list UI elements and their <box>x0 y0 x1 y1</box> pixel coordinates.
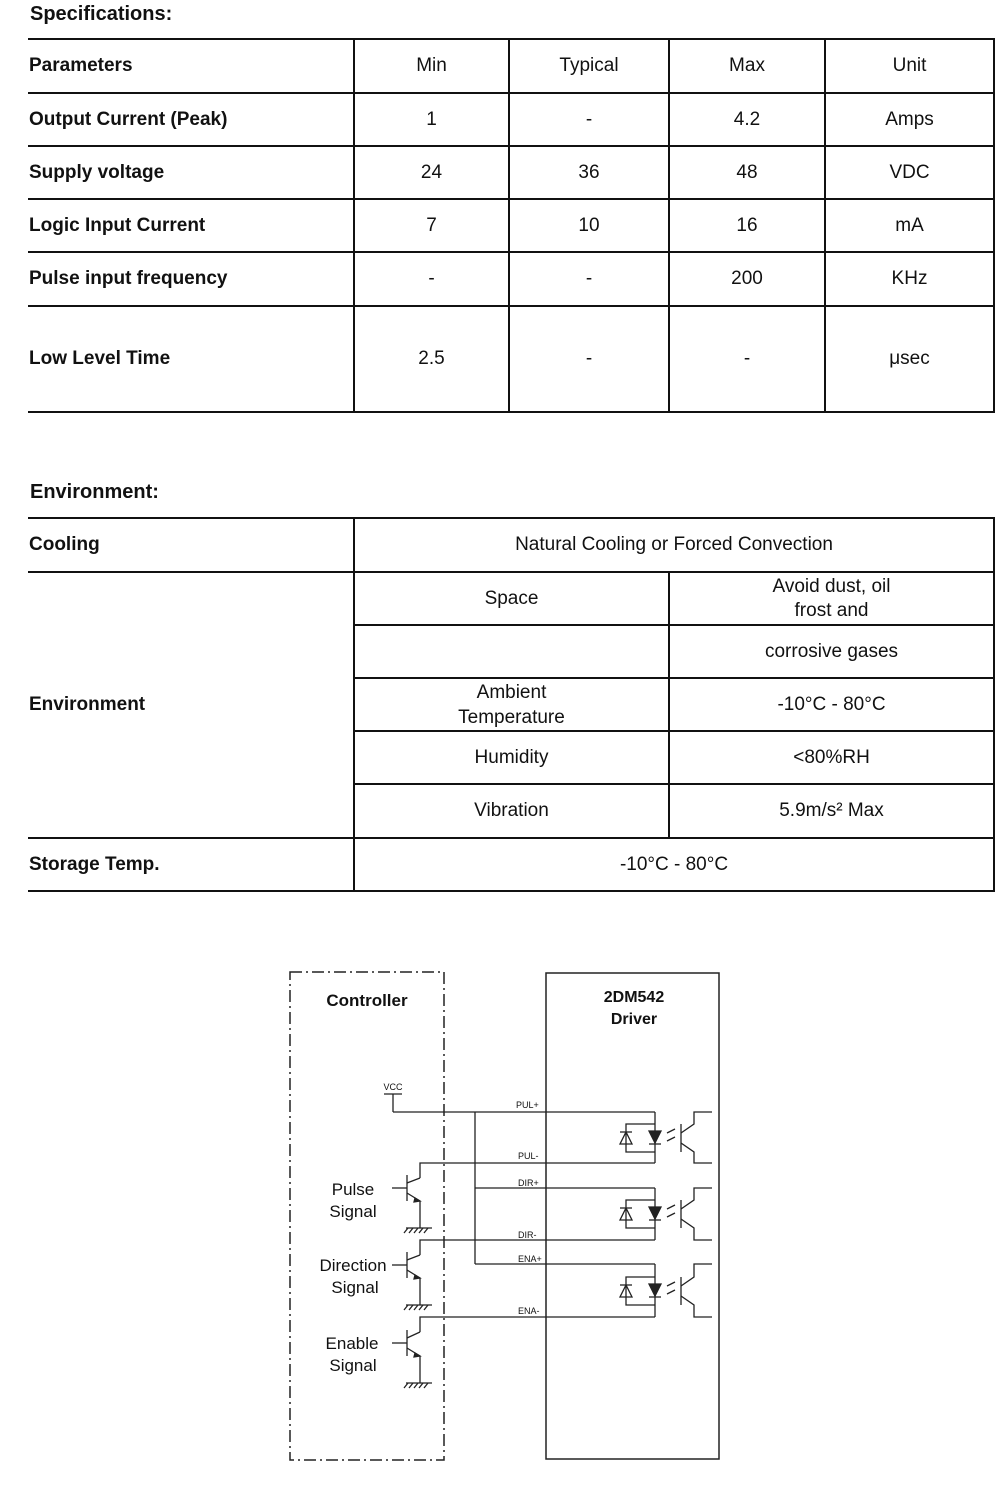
ambient-label-line-2: Temperature <box>458 706 565 728</box>
enable-label-line-2: Signal <box>329 1356 377 1375</box>
specifications-title: Specifications: <box>30 3 173 25</box>
pin-dir-plus: DIR+ <box>518 1178 539 1188</box>
param-name: Low Level Time <box>28 306 354 412</box>
controller-title: Controller <box>326 991 408 1010</box>
space-value-line-2: frost and <box>794 599 869 621</box>
param-max: 16 <box>669 199 825 252</box>
param-name: Logic Input Current <box>28 199 354 252</box>
ambient-label-line-1: Ambient <box>476 681 547 703</box>
vcc-label: VCC <box>383 1082 403 1092</box>
param-max: - <box>669 306 825 412</box>
header-max: Max <box>669 39 825 93</box>
param-name: Supply voltage <box>28 146 354 199</box>
param-typical: - <box>509 306 669 412</box>
direction-label-line-1: Direction <box>319 1256 387 1275</box>
driver-title-line-1: 2DM542 <box>603 989 665 1006</box>
driver-box <box>546 973 719 1459</box>
enable-transistor-symbol <box>392 1330 432 1388</box>
pulse-transistor-symbol <box>392 1175 432 1233</box>
space-value-line-3: corrosive gases <box>669 625 994 678</box>
direction-label-line-2: Signal <box>331 1278 379 1297</box>
param-max: 48 <box>669 146 825 199</box>
vibration-value: 5.9m/s² Max <box>669 784 994 838</box>
param-name: Output Current (Peak) <box>28 93 354 146</box>
param-max: 4.2 <box>669 93 825 146</box>
storage-label: Storage Temp. <box>28 838 354 891</box>
param-min: 2.5 <box>354 306 509 412</box>
param-typical: - <box>509 252 669 306</box>
pin-pul-minus: PUL- <box>518 1151 539 1161</box>
optocoupler-pulse <box>620 1112 712 1163</box>
param-max: 200 <box>669 252 825 306</box>
header-min: Min <box>354 39 509 93</box>
pin-labels <box>516 1100 542 1316</box>
optocoupler-enable <box>620 1264 712 1317</box>
space-value-line-1: Avoid dust, oil <box>772 575 891 597</box>
param-typical: - <box>509 93 669 146</box>
pin-dir-minus: DIR- <box>518 1230 537 1240</box>
param-unit: VDC <box>825 146 994 199</box>
header-typical: Typical <box>509 39 669 93</box>
enable-label-line-1: Enable <box>325 1334 379 1353</box>
vibration-label: Vibration <box>354 784 669 838</box>
storage-value: -10°C - 80°C <box>354 838 994 891</box>
humidity-label: Humidity <box>354 731 669 784</box>
param-min: - <box>354 252 509 306</box>
param-unit: mA <box>825 199 994 252</box>
driver-title-line-2: Driver <box>610 1011 658 1028</box>
header-parameters: Parameters <box>28 39 354 93</box>
pin-pul-plus: PUL+ <box>516 1100 539 1110</box>
environment-label: Environment <box>28 572 354 838</box>
humidity-value: <80%RH <box>669 731 994 784</box>
ambient-value: -10°C - 80°C <box>669 678 994 731</box>
param-typical: 10 <box>509 199 669 252</box>
param-min: 1 <box>354 93 509 146</box>
pulse-label-line-1: Pulse <box>331 1180 375 1199</box>
direction-transistor-symbol <box>392 1252 432 1310</box>
param-unit: Amps <box>825 93 994 146</box>
cooling-label: Cooling <box>28 518 354 572</box>
param-name: Pulse input frequency <box>28 252 354 306</box>
cooling-value: Natural Cooling or Forced Convection <box>354 518 994 572</box>
param-min: 7 <box>354 199 509 252</box>
optocoupler-direction <box>620 1188 712 1240</box>
header-unit: Unit <box>825 39 994 93</box>
pin-ena-plus: ENA+ <box>518 1254 542 1264</box>
param-unit: μsec <box>825 306 994 412</box>
pulse-label-line-2: Signal <box>329 1202 377 1221</box>
pin-ena-minus: ENA- <box>518 1306 540 1316</box>
param-typical: 36 <box>509 146 669 199</box>
space-label: Space <box>354 572 669 625</box>
param-min: 24 <box>354 146 509 199</box>
environment-title: Environment: <box>30 481 159 503</box>
param-unit: KHz <box>825 252 994 306</box>
